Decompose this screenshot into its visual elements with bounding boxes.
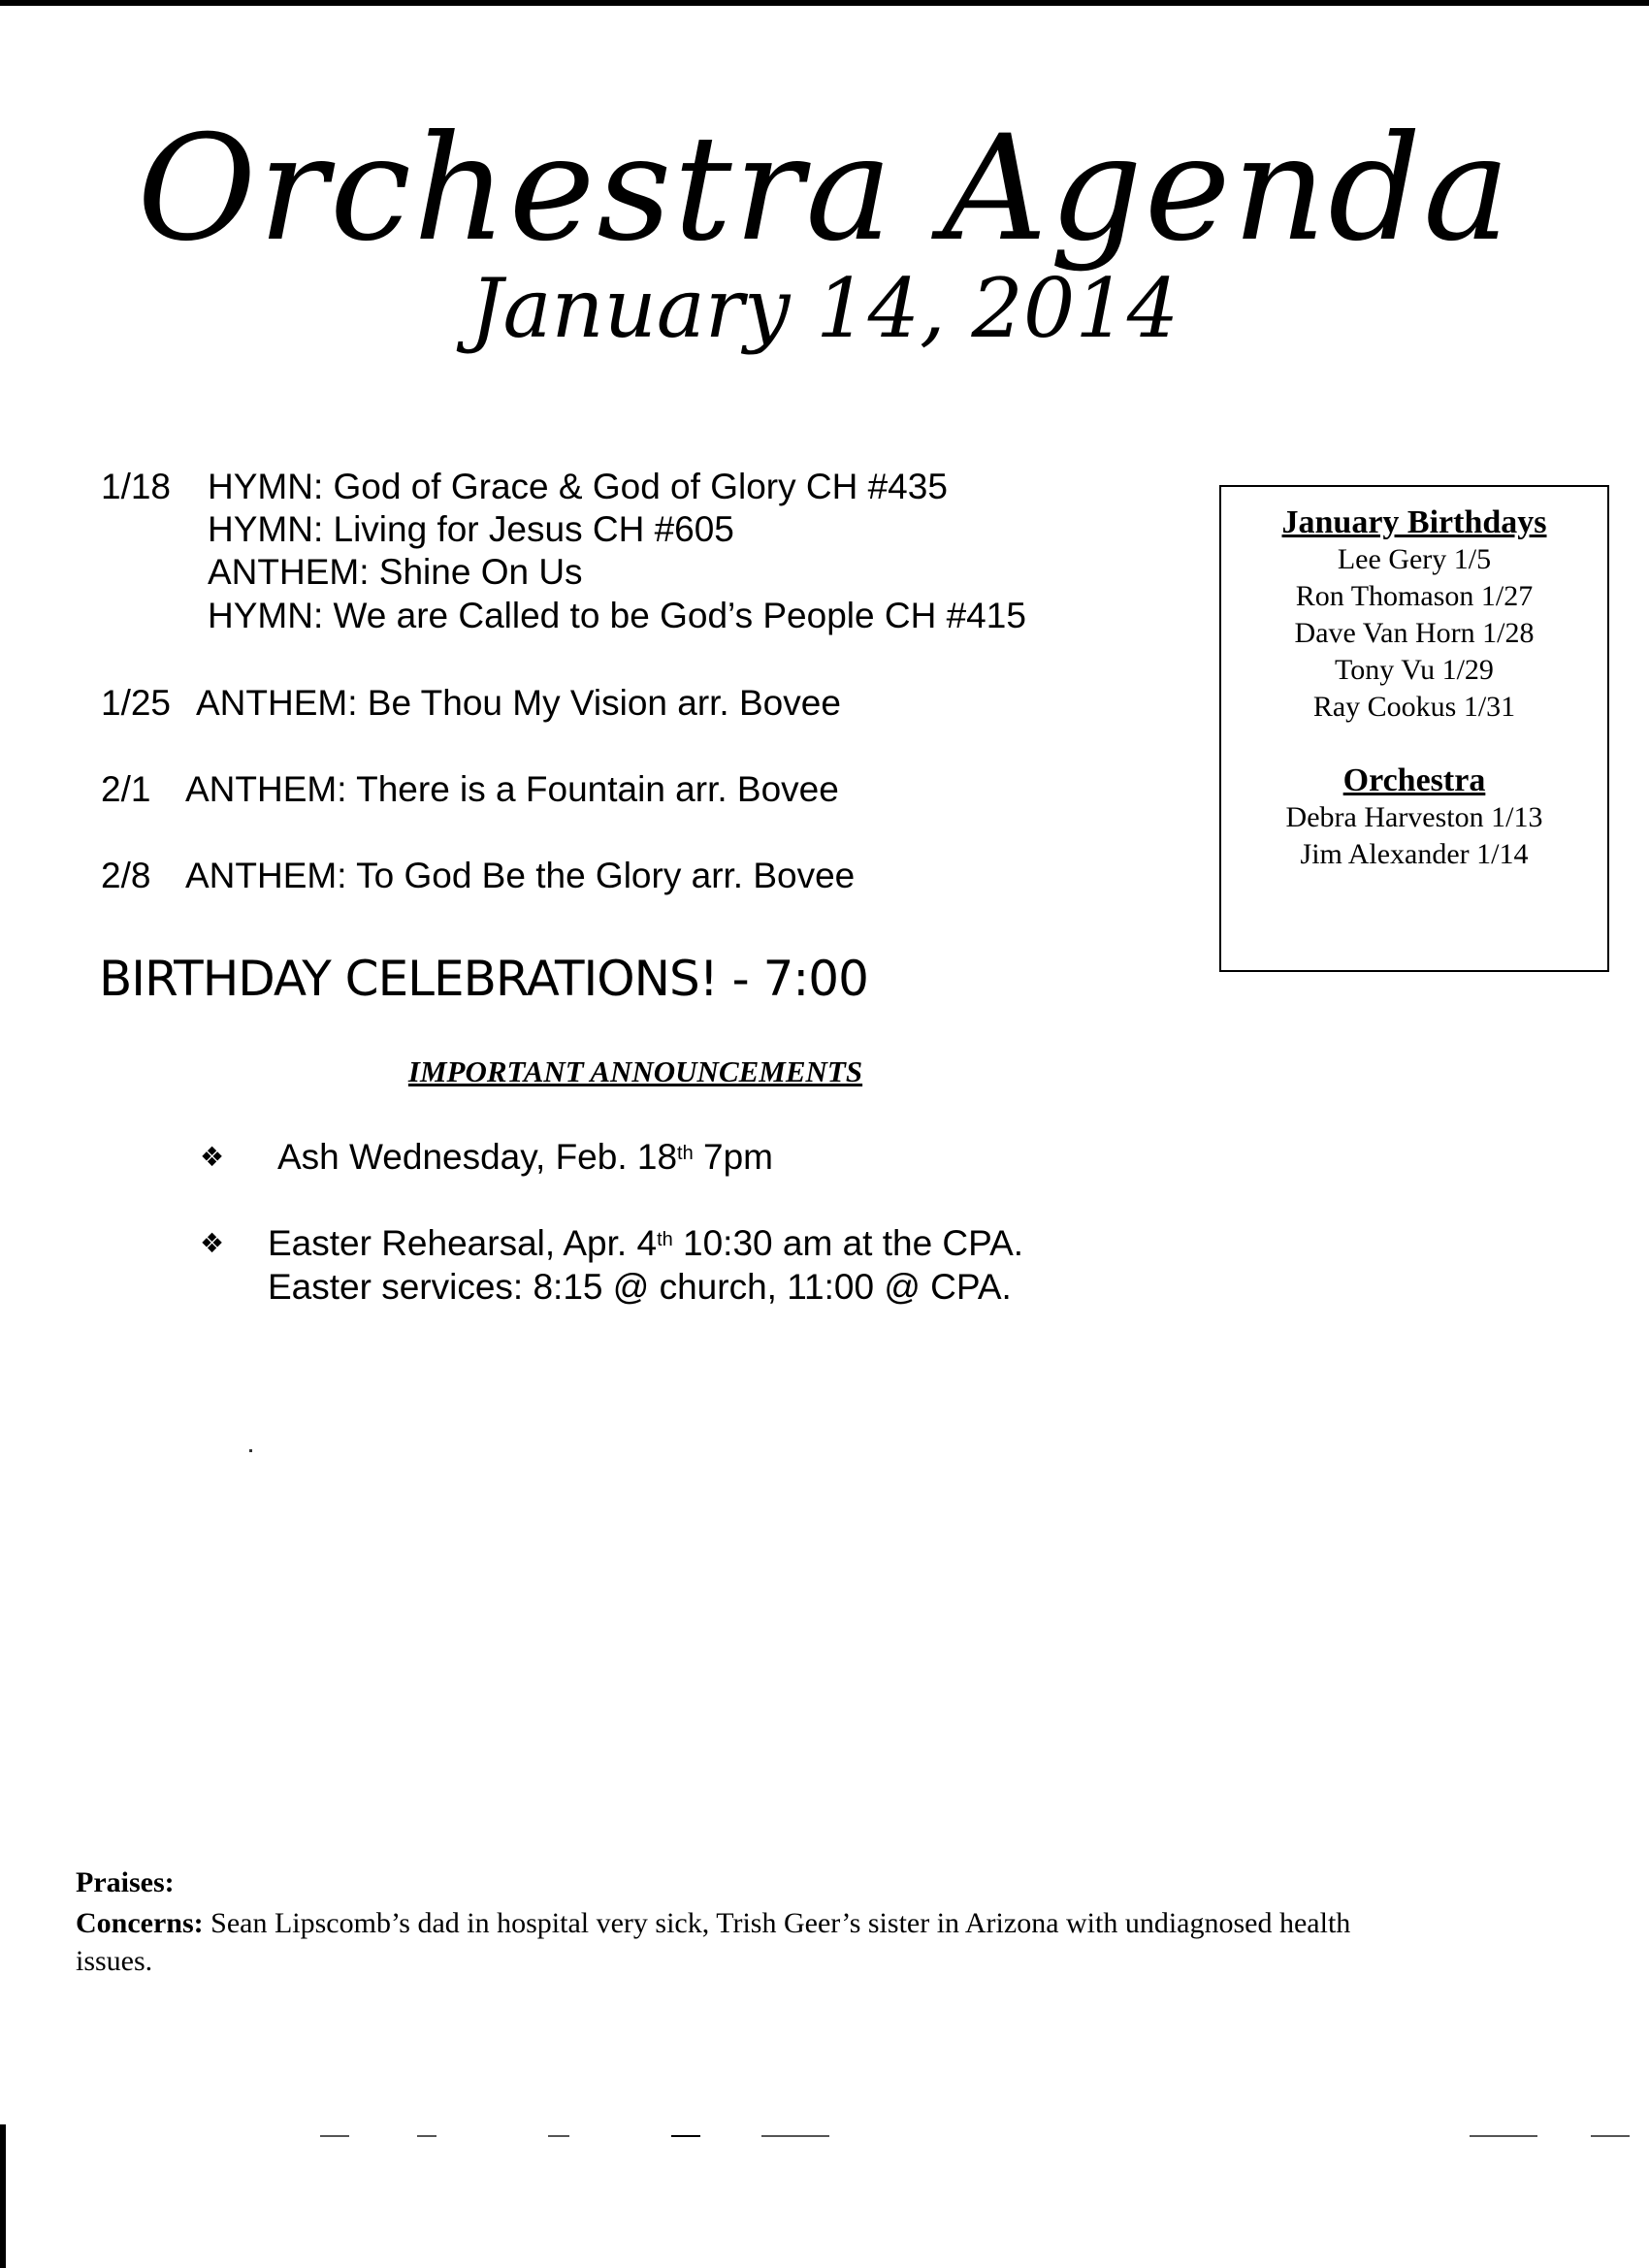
agenda-item: ANTHEM: To God Be the Glory arr. Bovee: [185, 856, 856, 895]
announcement-item: [277, 1136, 773, 1179]
birthday-entry: Dave Van Horn 1/28: [1294, 617, 1535, 649]
diamond-bullet-icon: ❖: [200, 1141, 225, 1173]
agenda-date-label: 1/25: [101, 683, 172, 723]
orchestra-heading: Orchestra: [1342, 762, 1486, 798]
birthday-entry: Lee Gery 1/5: [1337, 543, 1492, 575]
announcement-text: Easter Rehearsal, Apr. 4: [268, 1223, 658, 1263]
agenda-item: ANTHEM: Be Thou My Vision arr. Bovee: [196, 683, 841, 723]
agenda-date: January 14, 2014: [469, 261, 1180, 356]
agenda-item: HYMN: God of Grace & God of Glory CH #435: [208, 467, 948, 506]
page-title: Orchestra Agenda: [137, 105, 1512, 274]
ordinal-suffix: th: [677, 1143, 694, 1164]
scan-artifact: [1470, 2135, 1537, 2137]
ordinal-suffix: th: [657, 1229, 673, 1250]
announcement-text: 7pm: [693, 1137, 773, 1177]
scan-artifact: [1591, 2135, 1630, 2137]
scan-left-edge: [0, 2124, 6, 2268]
diamond-bullet-icon: ❖: [200, 1227, 225, 1259]
agenda-item: HYMN: Living for Jesus CH #605: [208, 509, 734, 549]
birthday-entry: Ray Cookus 1/31: [1312, 691, 1516, 723]
announcement-item-line2: Easter services: 8:15 @ church, 11:00 @ CPA.: [268, 1267, 1012, 1307]
birthday-celebration: BIRTHDAY CELEBRATIONS! - 7:00: [99, 951, 868, 1007]
birthdays-heading: January Birthdays: [1281, 504, 1547, 540]
agenda-item: ANTHEM: Shine On Us: [208, 552, 583, 592]
birthday-entry: Jim Alexander 1/14: [1300, 838, 1529, 870]
announcements-heading: IMPORTANT ANNOUNCEMENTS: [407, 1054, 863, 1088]
concerns-text: Sean Lipscomb’s dad in hospital very sick, Trish Geer’s sister in Arizona with undiagnosed health: [203, 1907, 1351, 1939]
scan-artifact: [548, 2135, 569, 2137]
birthday-entry: Ron Thomason 1/27: [1295, 580, 1534, 612]
agenda-date-label: 2/1: [101, 769, 151, 809]
birthday-entry: Tony Vu 1/29: [1335, 654, 1494, 686]
announcement-text: Ash Wednesday, Feb. 18: [277, 1137, 678, 1177]
birthday-entry: Debra Harveston 1/13: [1285, 801, 1543, 833]
scan-artifact: [761, 2135, 829, 2137]
concerns-line: [76, 1904, 1350, 1943]
announcement-item: [268, 1222, 1023, 1265]
agenda-item: HYMN: We are Called to be God’s People CH #415: [208, 596, 1026, 635]
scan-speck: [249, 1449, 252, 1452]
scan-artifact: [417, 2135, 436, 2137]
scan-top-border: [0, 0, 1649, 6]
agenda-item: ANTHEM: There is a Fountain arr. Bovee: [185, 769, 839, 809]
concerns-text-line2: issues.: [76, 1945, 153, 1977]
concerns-label: Concerns:: [76, 1907, 204, 1939]
agenda-date-label: 2/8: [101, 856, 151, 895]
birthdays-box: [1219, 485, 1609, 972]
praises-label: Praises:: [76, 1866, 175, 1898]
agenda-date-label: 1/18: [101, 467, 172, 506]
scan-artifact: [671, 2135, 700, 2137]
announcement-text: 10:30 am at the CPA.: [672, 1223, 1024, 1263]
scan-artifact: [320, 2135, 349, 2137]
